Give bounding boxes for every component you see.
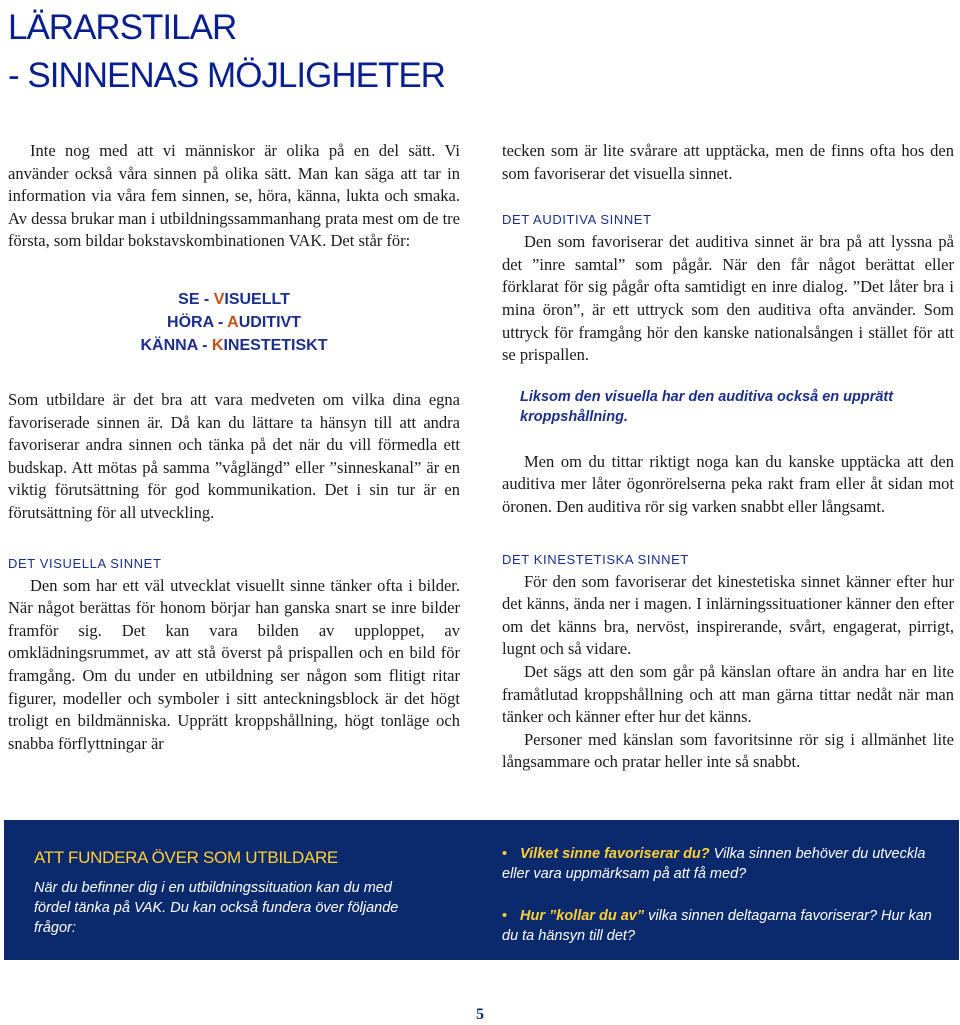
kinesthetic-paragraph-3: Personer med känslan som favoritsinne rör sig i allmänhet lite långsammare och pratar heller inte så snabbt. (502, 729, 954, 772)
auditive-section-heading: DET AUDITIVA SINNET (502, 212, 652, 228)
title-line-1: LÄRARSTILAR (8, 8, 237, 47)
page-number: 5 (476, 1006, 484, 1023)
kinesthetic-paragraph-1: För den som favoriserar det kinestetiska sinnet känner efter hur det känns, ända ner i magen. I inlärningssituationer känner den efter om det känns bra, nervöst, inspirerande, svårt, engagerat, pirrigt, lugnt och så vidare. (502, 571, 954, 659)
kinesthetic-paragraph-2: Det sägs att den som går på känslan oftare än andra har en lite framåtlutad kroppshållning och att man gärna tittar nedåt när man tänker och känner efter hur det känns. (502, 661, 954, 727)
question-item (502, 906, 942, 946)
question-list (502, 844, 942, 968)
title-line-2: - SINNENAS MÖJLIGHETER (8, 56, 445, 95)
vak-auditive (8, 311, 460, 334)
visual-paragraph: Den som har ett väl utvecklat visuellt sinne tänker ofta i bilder. När något berättas för honom börjar han ganska snart se inre bilder framför sig. Det kan vara bilden av upploppet, av omklädningsrummet, av att stå överst på prispallen och en bild för framgång. Om du under en utbildning ser någon som flitigt ritar figurer, modeller och symboler i sitt anteckningsblock är det högt troligt en bildmänniska. Upprätt kroppshållning, högt tonläge och snabba förflyttningar är (8, 575, 460, 753)
right-column (502, 140, 954, 774)
vak-auditive-pre: HÖRA - (167, 313, 228, 331)
kinesthetic-section-heading: DET KINESTETISKA SINNET (502, 551, 689, 567)
question-item (502, 844, 942, 884)
visual-continued-paragraph: tecken som är lite svårare att upptäcka, men de finns ofta hos den som favoriserar det visuella sinnet. (502, 141, 954, 183)
bullet-icon: • (502, 846, 508, 862)
vak-visual-pre: SE - (178, 290, 214, 308)
vak-list (8, 288, 460, 357)
intro-paragraph: Inte nog med att vi människor är olika på en del sätt. Vi använder också våra sinnen på olika sätt. Man kan säga att tar in information via våra fem sinnen, se, höra, känna, lukta och smaka. Av dessa brukar man i utbildningssammanhang prata mest om de tre första, som bildar bokstavskombinationen VAK. Det står för: (8, 141, 460, 251)
banner-title: ATT FUNDERA ÖVER SOM UTBILDARE (34, 848, 338, 867)
reflection-banner (4, 820, 959, 960)
banner-text: När du befinner dig i en utbildningssituation kan du med fördel tänka på VAK. Du kan också fundera över följande frågor: (34, 880, 399, 936)
visual-section-heading: DET VISUELLA SINNET (8, 555, 162, 571)
awareness-paragraph: Som utbildare är det bra att vara medveten om vilka dina egna favoriserade sinnen är. Då kan du lättare ta hänsyn till att andra favoriserar andra sinnen och tänka på det när du vill förmedla ett budskap. Att mötas på samma ”våglängd” eller ”sinneskanal” är en viktig förutsättning för god kommunikation. Det i sin tur är en förutsättning för all utveckling. (8, 389, 460, 522)
auditive-note: Liksom den visuella har den auditiva också en upprätt kroppshållning. (520, 388, 894, 425)
page-title (8, 4, 445, 100)
vak-kinesthetic-letter: K (211, 336, 224, 354)
left-column (8, 140, 460, 755)
auditive-paragraph: Den som favoriserar det auditiva sinnet är bra på att lyssna på det ”inre samtal” som pågår. När den får något berättat eller förklarat för sig pågår ofta samtidigt en inre dialog. ”Det låter bra i mina öron”, är ett uttryck som den auditiva ofta använder. Som uttryck för framgång hör den kanske nationalsången i stället för att se prispallen. (502, 232, 954, 365)
question-lead: Hur ”kollar du av” (520, 908, 645, 924)
vak-kinesthetic (8, 334, 460, 357)
vak-visual-letter: V (213, 290, 225, 308)
vak-kinesthetic-pre: KÄNNA - (140, 336, 212, 354)
question-rest: vilka sinnen deltagarna favoriserar? Hur kan du ta hänsyn till det? (502, 908, 932, 944)
vak-visual (8, 288, 460, 311)
bullet-icon: • (502, 908, 508, 924)
vak-kinesthetic-rest: INESTETISKT (223, 336, 328, 354)
question-lead: Vilket sinne favoriserar du? (520, 846, 710, 862)
vak-auditive-rest: UDITIVT (238, 313, 301, 331)
question-rest: Vilka sinnen behöver du utveckla eller vara uppmärksam på att få med? (502, 846, 926, 882)
vak-visual-rest: ISUELLT (224, 290, 290, 308)
vak-auditive-letter: A (227, 313, 239, 331)
auditive-paragraph-2: Men om du tittar riktigt noga kan du kanske upptäcka att den auditiva mer låter ögonrörelserna peka rakt fram eller åt sidan mot öronen. Den auditiva rör sig varken snabbt eller långsamt. (502, 451, 954, 516)
